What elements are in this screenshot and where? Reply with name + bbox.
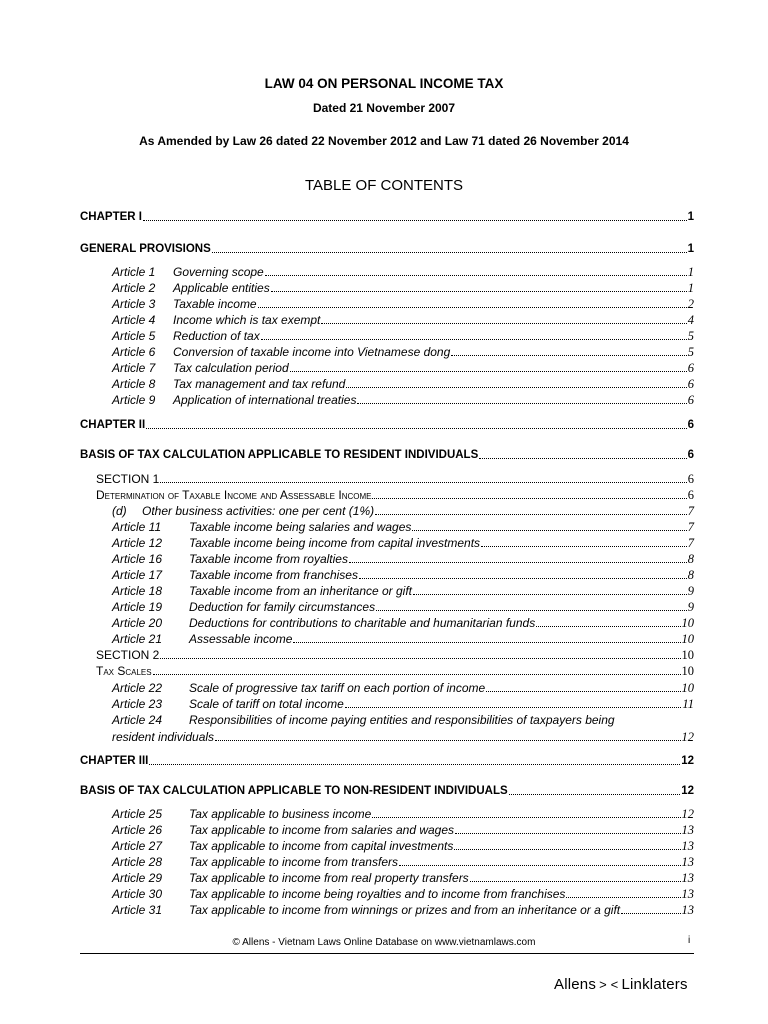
toc-entry-label: Tax applicable to income from winnings or prizes and from an inheritance or a gift <box>189 903 621 917</box>
toc-page-number: 6 <box>687 472 694 486</box>
toc-page-number: 7 <box>687 536 694 550</box>
allens-linklaters-logo <box>554 976 688 993</box>
leader-dots <box>451 355 686 356</box>
leader-dots <box>258 307 687 308</box>
leader-dots <box>143 220 687 221</box>
toc-entry-label: Deduction for family circumstances <box>189 600 376 614</box>
leader-dots <box>265 275 687 276</box>
toc-page-number: 1 <box>687 281 694 295</box>
article-number: Article 24 <box>112 713 163 727</box>
toc-entry-section-2[interactable] <box>96 647 694 663</box>
leader-dots <box>372 817 680 818</box>
toc-page-number: 8 <box>687 568 694 582</box>
toc-page-number: 10 <box>681 616 694 630</box>
toc-entry-label: Taxable income <box>173 297 257 311</box>
toc-page-number: 6 <box>687 419 694 431</box>
toc-entry-item-d[interactable] <box>112 503 694 519</box>
toc-entry-article-27[interactable] <box>112 838 694 854</box>
toc-entry-label-continued: resident individuals <box>112 730 215 744</box>
toc-entry-label: Application of international treaties <box>173 393 357 407</box>
toc-entry-label: Deductions for contributions to charitable and humanitarian funds <box>189 616 536 630</box>
toc-entry-article-11[interactable] <box>112 519 694 535</box>
toc-page-number: 6 <box>687 377 694 391</box>
leader-dots <box>454 849 680 850</box>
article-number: Article 4 <box>112 313 156 327</box>
toc-entry-chapter-2[interactable] <box>80 417 694 433</box>
toc-entry-label: Governing scope <box>173 265 264 279</box>
article-number: Article 7 <box>112 361 156 375</box>
article-number: Article 9 <box>112 393 156 407</box>
toc-entry-label: Assessable income <box>189 632 293 646</box>
leader-dots <box>372 498 686 499</box>
toc-heading: TABLE OF CONTENTS <box>304 177 464 194</box>
article-number: Article 21 <box>112 632 163 646</box>
toc-page-number: 8 <box>687 552 694 566</box>
toc-entry-label: Reduction of tax <box>173 329 260 343</box>
toc-entry-article-5[interactable] <box>112 328 694 344</box>
leader-dots <box>149 764 680 765</box>
footer-copyright: © Allens - Vietnam Laws Online Database on www.vietnamlaws.com <box>232 937 536 948</box>
leader-dots <box>566 897 680 898</box>
article-number: Article 30 <box>112 887 163 901</box>
article-number: Article 22 <box>112 681 163 695</box>
toc-page-number: 13 <box>681 887 694 901</box>
article-number: Article 8 <box>112 377 156 391</box>
toc-entry-article-31[interactable] <box>112 902 694 918</box>
toc-page-number: 1 <box>687 265 694 279</box>
leader-dots <box>215 740 680 741</box>
leader-dots <box>479 458 686 459</box>
leader-dots <box>345 707 682 708</box>
toc-page-number: 5 <box>687 345 694 359</box>
toc-entry-determination[interactable] <box>96 487 694 503</box>
toc-entry-label: Taxable income being salaries and wages <box>189 520 412 534</box>
toc-page-number: 11 <box>682 697 694 711</box>
toc-page-number: 6 <box>687 393 694 407</box>
leader-dots <box>470 881 681 882</box>
article-number: Article 19 <box>112 600 163 614</box>
logo-separator: > < <box>599 977 619 992</box>
leader-dots <box>455 833 680 834</box>
leader-dots <box>321 323 686 324</box>
logo-left-text: Allens <box>554 976 597 993</box>
toc-entry-label: Tax applicable to income being royalties and to income from franchises <box>189 887 566 901</box>
toc-entry-label: Tax calculation period <box>173 361 289 375</box>
toc-entry-label: Tax Scales <box>96 664 152 678</box>
toc-entry-article-21[interactable] <box>112 631 694 647</box>
toc-entry-label: Income which is tax exempt <box>173 313 321 327</box>
toc-entry-article-18[interactable] <box>112 583 694 599</box>
item-number: (d) <box>112 504 127 518</box>
toc-entry-article-28[interactable] <box>112 854 694 870</box>
toc-entry-article-22[interactable] <box>112 680 694 696</box>
toc-entry-general-provisions[interactable] <box>80 241 694 257</box>
toc-entry-article-12[interactable] <box>112 535 694 551</box>
toc-page-number: 13 <box>681 823 694 837</box>
toc-entry-article-1[interactable] <box>112 264 694 280</box>
leader-dots <box>509 794 681 795</box>
article-number: Article 6 <box>112 345 156 359</box>
toc-entry-article-26[interactable] <box>112 822 694 838</box>
toc-entry-article-17[interactable] <box>112 567 694 583</box>
toc-entry-label: Tax management and tax refund <box>173 377 346 391</box>
toc-entry-chapter-3[interactable] <box>80 753 694 769</box>
article-number: Article 16 <box>112 552 163 566</box>
article-number: Article 11 <box>112 520 162 534</box>
toc-entry-label: Conversion of taxable income into Vietnamese dong <box>173 345 451 359</box>
article-number: Article 20 <box>112 616 163 630</box>
toc-page-number: 12 <box>681 755 694 767</box>
leader-dots <box>290 371 687 372</box>
toc-entry-basis-resident[interactable] <box>80 447 694 463</box>
toc-page-number: 10 <box>681 648 694 662</box>
leader-dots <box>261 339 687 340</box>
leader-dots <box>153 674 681 675</box>
leader-dots <box>160 482 686 483</box>
toc-page-number: 12 <box>681 807 694 821</box>
toc-entry-chapter-1[interactable] <box>80 209 694 225</box>
toc-page-number: 6 <box>687 449 694 461</box>
toc-entry-article-6[interactable] <box>112 344 694 360</box>
toc-page-number: 13 <box>681 903 694 917</box>
toc-entry-article-4[interactable] <box>112 312 694 328</box>
toc-page-number: 1 <box>687 243 694 255</box>
toc-entry-article-7[interactable] <box>112 360 694 376</box>
leader-dots <box>349 562 687 563</box>
toc-entry-label: Responsibilities of income paying entities and responsibilities of taxpayers being <box>189 713 615 727</box>
toc-page-number: 7 <box>687 504 694 518</box>
footer-page-number: i <box>688 935 691 946</box>
article-number: Article 18 <box>112 584 163 598</box>
toc-entry-label: Scale of progressive tax tariff on each portion of income <box>189 681 486 695</box>
leader-dots <box>212 252 687 253</box>
toc-entry-section-1[interactable] <box>96 471 694 487</box>
leader-dots <box>413 594 687 595</box>
toc-page-number: 5 <box>687 329 694 343</box>
toc-page-number: 2 <box>687 297 694 311</box>
toc-page-number: 4 <box>687 313 694 327</box>
toc-page-number: 13 <box>681 871 694 885</box>
article-number: Article 23 <box>112 697 163 711</box>
toc-entry-article-23[interactable] <box>112 696 694 712</box>
toc-entry-label: Taxable income from royalties <box>189 552 348 566</box>
toc-entry-label: CHAPTER III <box>80 755 149 767</box>
toc-entry-label: Tax applicable to income from real property transfers <box>189 871 469 885</box>
toc-entry-article-19[interactable] <box>112 599 694 615</box>
toc-entry-label: Tax applicable to income from salaries and wages <box>189 823 455 837</box>
toc-entry-article-8[interactable] <box>112 376 694 392</box>
toc-entry-label: Determination of Taxable Income and Assessable Income <box>96 488 372 502</box>
toc-entry-label: SECTION 2 <box>96 648 160 662</box>
toc-entry-tax-scales[interactable] <box>96 663 694 679</box>
toc-page-number: 7 <box>687 520 694 534</box>
article-number: Article 17 <box>112 568 163 582</box>
toc-entry-article-29[interactable] <box>112 870 694 886</box>
toc-entry-label: Taxable income being income from capital investments <box>189 536 481 550</box>
toc-page-number: 6 <box>687 361 694 375</box>
amendment-note: As Amended by Law 26 dated 22 November 2012 and Law 71 dated 26 November 2014 <box>139 134 629 148</box>
article-number: Article 29 <box>112 871 163 885</box>
article-number: Article 3 <box>112 297 156 311</box>
toc-page-number: 12 <box>681 785 694 797</box>
logo-right-text: Linklaters <box>621 976 688 993</box>
toc-page-number: 9 <box>687 600 694 614</box>
article-number: Article 26 <box>112 823 163 837</box>
leader-dots <box>146 428 686 429</box>
toc-entry-label: Taxable income from franchises <box>189 568 358 582</box>
toc-entry-article-30[interactable] <box>112 886 694 902</box>
leader-dots <box>160 658 680 659</box>
toc-page-number: 10 <box>681 664 694 678</box>
leader-dots <box>412 530 686 531</box>
document-title: LAW 04 ON PERSONAL INCOME TAX <box>264 76 504 91</box>
toc-entry-article-3[interactable] <box>112 296 694 312</box>
toc-entry-article-20[interactable] <box>112 615 694 631</box>
leader-dots <box>399 865 681 866</box>
toc-page-number: 10 <box>681 632 694 646</box>
leader-dots <box>481 546 687 547</box>
toc-page-number: 13 <box>681 855 694 869</box>
leader-dots <box>375 514 687 515</box>
toc-page-number: 13 <box>681 839 694 853</box>
toc-entry-label: Other business activities: one per cent (1%) <box>142 504 375 518</box>
leader-dots <box>346 387 686 388</box>
toc-entry-article-24-line1[interactable] <box>112 712 615 728</box>
toc-entry-article-24-line2[interactable] <box>112 729 694 745</box>
toc-entry-label: Tax applicable to business income <box>189 807 372 821</box>
toc-entry-article-2[interactable] <box>112 280 694 296</box>
leader-dots <box>621 913 680 914</box>
article-number: Article 2 <box>112 281 156 295</box>
toc-page-number: 12 <box>681 730 694 744</box>
article-number: Article 12 <box>112 536 163 550</box>
article-number: Article 28 <box>112 855 163 869</box>
leader-dots <box>536 626 680 627</box>
leader-dots <box>271 291 687 292</box>
toc-entry-article-25[interactable] <box>112 806 694 822</box>
toc-entry-label: Scale of tariff on total income <box>189 697 344 711</box>
toc-entry-label: SECTION 1 <box>96 472 160 486</box>
toc-entry-basis-non-resident[interactable] <box>80 783 694 799</box>
article-number: Article 25 <box>112 807 163 821</box>
leader-dots <box>359 578 687 579</box>
toc-entry-label: Applicable entities <box>173 281 270 295</box>
toc-entry-label: Tax applicable to income from capital investments <box>189 839 454 853</box>
article-number: Article 27 <box>112 839 163 853</box>
toc-page-number: 9 <box>687 584 694 598</box>
toc-entry-article-16[interactable] <box>112 551 694 567</box>
toc-entry-label: CHAPTER II <box>80 419 146 431</box>
toc-page-number: 10 <box>681 681 694 695</box>
leader-dots <box>376 610 687 611</box>
document-date: Dated 21 November 2007 <box>312 101 456 115</box>
toc-entry-label: Tax applicable to income from transfers <box>189 855 398 869</box>
toc-page-number: 6 <box>687 488 694 502</box>
toc-entry-label: Taxable income from an inheritance or gift <box>189 584 413 598</box>
footer-rule <box>80 953 694 954</box>
leader-dots <box>357 403 686 404</box>
article-number: Article 5 <box>112 329 156 343</box>
toc-entry-label: GENERAL PROVISIONS <box>80 243 211 255</box>
leader-dots <box>293 642 680 643</box>
toc-entry-label: BASIS OF TAX CALCULATION APPLICABLE TO NON-RESIDENT INDIVIDUALS <box>80 785 508 797</box>
toc-page-number: 1 <box>687 211 694 223</box>
toc-entry-label: CHAPTER I <box>80 211 142 223</box>
article-number: Article 31 <box>112 903 163 917</box>
toc-entry-article-9[interactable] <box>112 392 694 408</box>
leader-dots <box>486 691 680 692</box>
toc-entry-label: BASIS OF TAX CALCULATION APPLICABLE TO RESIDENT INDIVIDUALS <box>80 449 479 461</box>
article-number: Article 1 <box>112 265 156 279</box>
